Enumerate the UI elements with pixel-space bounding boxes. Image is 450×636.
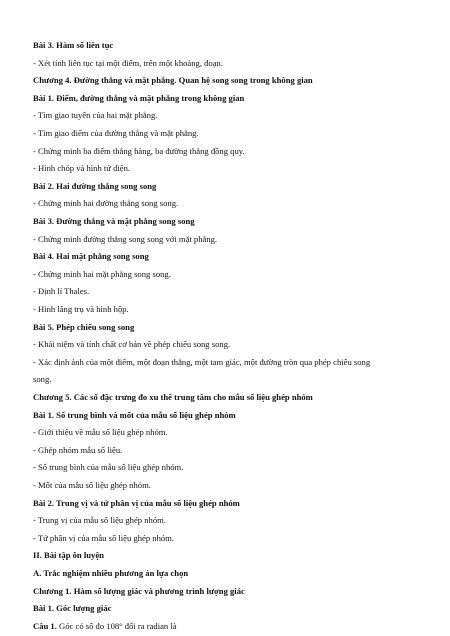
section-heading: Bài 1. Điểm, đường thẳng và mặt phẳng trong không gian — [33, 92, 245, 103]
bullet-item: - Tứ phân vị của mẫu số liệu ghép nhóm. — [33, 532, 175, 543]
section-heading: Bài 2. Hai đường thẳng song song — [33, 180, 157, 191]
question-label: Câu 1. — [33, 620, 57, 631]
chapter-heading: Chương 4. Đường thẳng và mặt phẳng. Quan hệ song song trong không gian — [33, 75, 313, 86]
bullet-item: - Trung vị của mẫu số liệu ghép nhóm. — [33, 515, 166, 526]
bullet-item: - Tìm giao điểm của đường thẳng và mặt phẳng. — [33, 128, 199, 138]
bullet-item: - Hình chóp và hình tứ diện. — [33, 163, 131, 174]
bullet-item: - Chứng minh ba điểm thẳng hàng, ba đường thẳng đồng quy. — [33, 145, 245, 156]
question-line — [33, 621, 177, 632]
section-heading: Bài 1. Góc lượng giác — [33, 603, 112, 614]
bullet-item: - Chứng minh đường thẳng song song với mặt phẳng. — [33, 233, 218, 244]
bullet-item-continuation: song. — [33, 374, 52, 385]
bullet-item: - Số trung bình của mẫu số liệu ghép nhóm. — [33, 462, 184, 473]
part-heading: II. Bài tập ôn luyện — [33, 550, 104, 561]
bullet-item: - Giới thiệu về mẫu số liệu ghép nhóm. — [33, 427, 168, 438]
bullet-item: - Tìm giao tuyến của hai mặt phẳng. — [33, 110, 158, 121]
bullet-item: - Định lí Thales. — [33, 286, 90, 297]
section-heading: Bài 2. Trung vị và tứ phân vị của mẫu số liệu ghép nhóm — [33, 497, 240, 508]
section-heading: Bài 1. Số trung bình và mốt của mẫu số liệu ghép nhóm — [33, 409, 236, 420]
part-subheading: A. Trắc nghiệm nhiều phương án lựa chọn — [33, 568, 189, 578]
bullet-item: - Chứng minh hai mặt phẳng song song. — [33, 268, 171, 279]
bullet-item: - Khái niệm và tính chất cơ bản về phép chiếu song song. — [33, 339, 231, 350]
question-text: Góc có số đo 108° đổi ra radian là — [56, 620, 177, 631]
bullet-item: - Chứng minh hai đường thẳng song song. — [33, 198, 179, 209]
chapter-heading: Chương 5. Các số đặc trưng đo xu thế trung tâm cho mẫu số liệu ghép nhóm — [33, 392, 313, 402]
section-heading: Bài 3. Hàm số liên tục — [33, 40, 114, 50]
chapter-heading: Chương 1. Hàm số lượng giác và phương trình lượng giác — [33, 585, 245, 596]
bullet-item: - Xác định ảnh của một điểm, một đoạn thẳng, một tam giác, một đường tròn qua phép chiếu song — [33, 356, 371, 367]
bullet-item: - Xét tính liên tục tại một điểm, trên một khoảng, đoạn. — [33, 57, 223, 68]
bullet-item: - Mốt của mẫu số liệu ghép nhóm. — [33, 480, 151, 490]
section-heading: Bài 3. Đường thẳng và mặt phẳng song song — [33, 216, 195, 226]
section-heading: Bài 4. Hai mặt phẳng song song — [33, 251, 149, 262]
bullet-item: - Hình lăng trụ và hình hộp. — [33, 304, 129, 314]
bullet-item: - Ghép nhóm mẫu số liệu. — [33, 444, 123, 455]
section-heading: Bài 5. Phép chiếu song song — [33, 321, 135, 332]
